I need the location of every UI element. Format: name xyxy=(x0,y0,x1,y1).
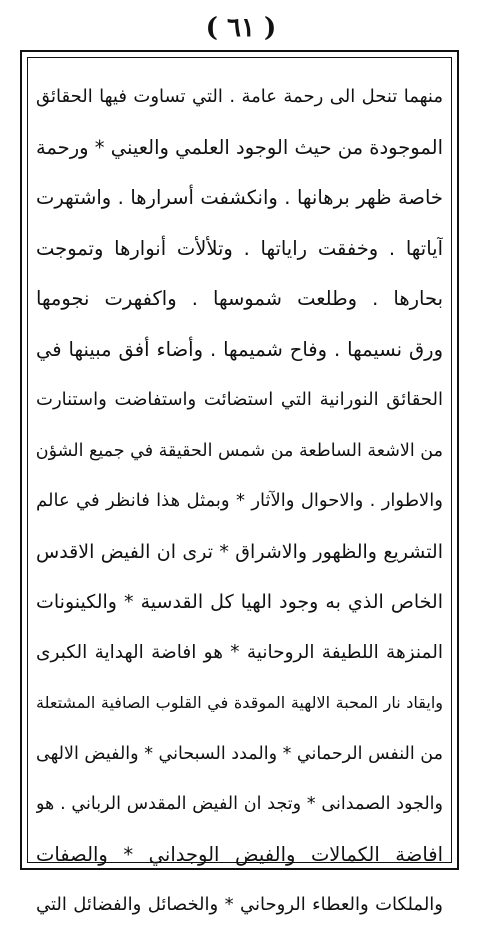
text-line: والملكات والعطاء الروحاني * والخصائل والفضائل التي xyxy=(36,894,443,915)
text-line: خاصة ظهر برهانها . وانكشفت أسرارها . واشتهرت xyxy=(36,186,443,209)
text-line: التشريع والظهور والاشراق * ترى ان الفيض الاقدس xyxy=(36,540,443,563)
text-line: منهما تنحل الى رحمة عامة . التي تساوت فيها الحقائق xyxy=(36,86,443,107)
text-line: الحقائق النورانية التي استضائت واستفاضت واستنارت xyxy=(36,389,443,410)
text-line: ورق نسيمها . وفاح شميمها . وأضاء أفق مبينها في xyxy=(36,337,443,361)
text-line: بحارها . وطلعت شموسها . واكفهرت نجومها xyxy=(36,287,443,310)
text-line: آياتها . وخفقت راياتها . وتلألأت أنوارها وتموجت xyxy=(36,236,443,260)
text-line: الموجودة من حيث الوجود العلمي والعيني * ورحمة xyxy=(36,135,443,159)
text-line: من النفس الرحماني * والمدد السبحاني * والفيض الالهى xyxy=(36,743,443,764)
text-line: وايقاد نار المحبة الالهية الموقدة في القلوب الصافية المشتعلة xyxy=(36,693,443,712)
text-line: الخاص الذي به وجود الهيا كل القدسية * والكينونات xyxy=(36,591,443,613)
page-inner-border xyxy=(27,57,452,915)
text-line: المنزهة اللطيفة الروحانية * هو افاضة الهداية الكبرى xyxy=(36,641,443,663)
text-line: من الاشعة الساطعة من شمس الحقيقة في جميع الشؤن xyxy=(36,440,443,461)
text-line: افاضة الكمالات والفيض الوجداني * والصفات xyxy=(36,842,443,866)
text-line: والاطوار . والاحوال والآثار * وبمثل هذا فانظر في عالم xyxy=(36,490,443,511)
page-border xyxy=(20,50,459,915)
text-line: والجود الصمدانى * وتجد ان الفيض المقدس الرباني . هو xyxy=(36,794,443,814)
page-number: ( ٦١ ) xyxy=(205,13,277,43)
body-text xyxy=(36,72,443,931)
